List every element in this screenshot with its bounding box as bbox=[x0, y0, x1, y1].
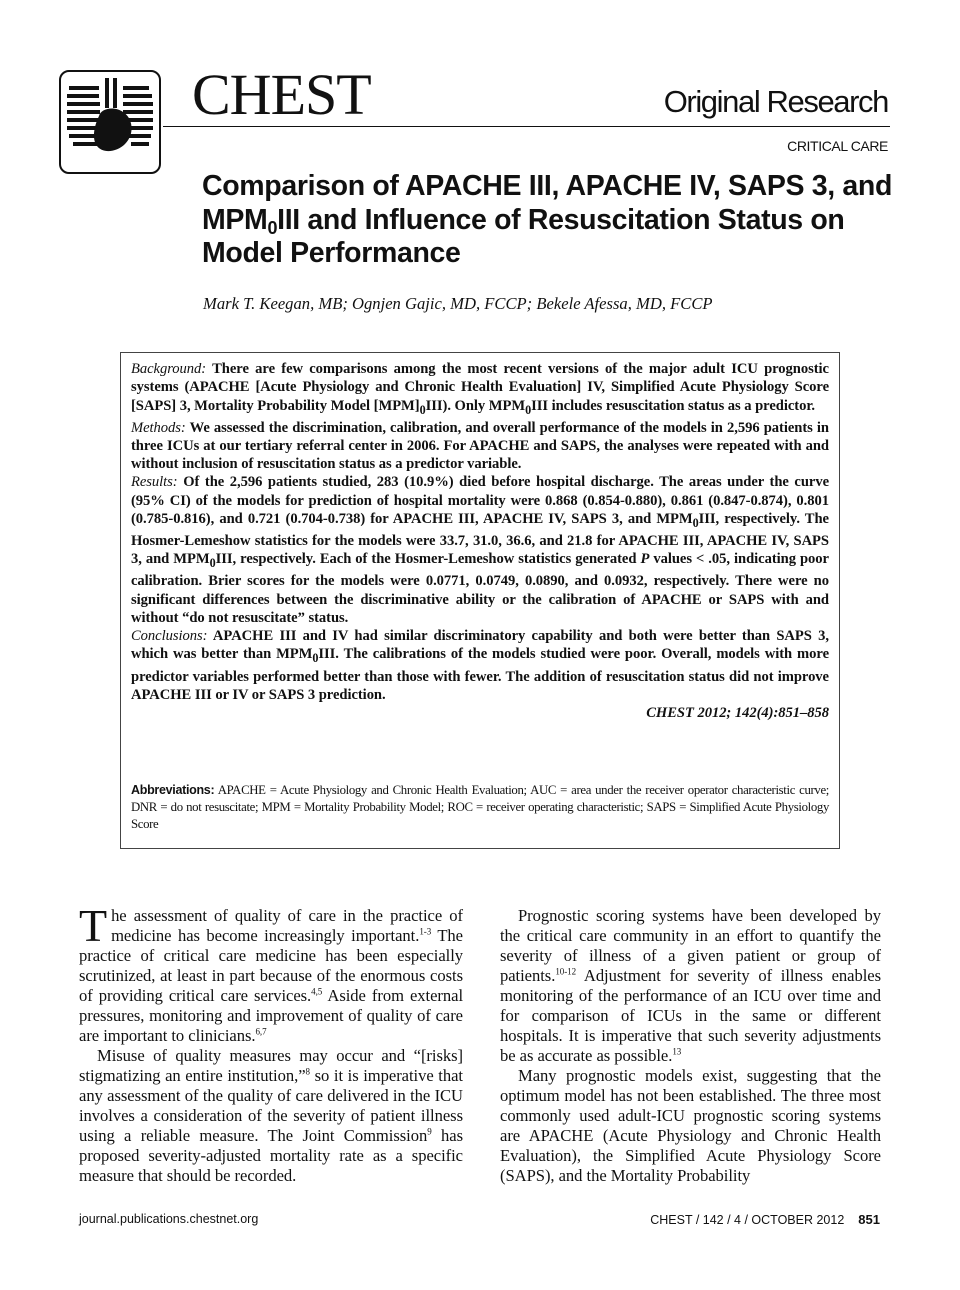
section-label: Original Research bbox=[663, 84, 888, 119]
abbreviations-heading: Abbreviations: bbox=[131, 783, 215, 797]
journal-url[interactable]: journal.publications.chestnet.org bbox=[79, 1212, 259, 1226]
issue-info bbox=[650, 1212, 880, 1227]
issue-label: CHEST / 142 / 4 / OCTOBER 2012 bbox=[650, 1213, 845, 1227]
reference: 6,7 bbox=[255, 1026, 267, 1037]
reference: 9 bbox=[427, 1126, 432, 1137]
abstract-methods: Methods: We assessed the discrimination, calibration, and overall performance of the models in 2,596 patients in three ICUs at our tertiary referral center in 2006. For APACHE and SAPS, the analyses were repeated with and without inclusion of resuscitation status as a predictor variable. bbox=[131, 419, 829, 473]
paragraph: The assessment of quality of care in the practice of medicine has become increasingly important.$^{1-3}$ The practice of critical care medicine has been especially scrutinized, at least in part because of the enormous costs of providing critical care services.$^{4,5}$ Aside from external pressures, monitoring and improvement of quality of care are important to clinicians.$^{6,7}$ bbox=[79, 900, 463, 1045]
header-rule bbox=[163, 126, 890, 127]
category-label: CRITICAL CARE bbox=[787, 138, 888, 154]
body-column-right bbox=[500, 906, 881, 1186]
background-heading: Background: bbox=[131, 361, 207, 377]
title-subscript: 0 bbox=[267, 217, 278, 238]
reference: 4,5 bbox=[311, 986, 323, 997]
drop-cap: T bbox=[79, 900, 108, 951]
reference: 8 bbox=[305, 1066, 310, 1077]
results-heading: Results: bbox=[131, 474, 178, 491]
reference: 13 bbox=[672, 1046, 682, 1057]
reference: 1-3 bbox=[419, 926, 432, 937]
methods-heading: Methods: bbox=[131, 419, 186, 436]
abbreviations: Abbreviations: APACHE = Acute Physiology and Chronic Health Evaluation; AUC = area under the receiver operator characteristic curve; DNR = do not resuscitate; MPM = Mortality Probability Model; ROC = receiver operating characteristic; SAPS = Simplified Acute Physiology Score bbox=[131, 783, 829, 831]
title-part-2: III and Influence of Resuscitation Status on Model Performance bbox=[202, 203, 845, 269]
conclusions-heading: Conclusions: bbox=[131, 628, 208, 645]
title-part-1: Comparison of APACHE III, APACHE IV, SAPS 3, and MPM bbox=[202, 170, 893, 236]
body-column-left bbox=[79, 900, 463, 1186]
journal-name: CHEST bbox=[192, 62, 371, 127]
chest-journal-logo bbox=[59, 70, 161, 174]
abstract-conclusions: Conclusions: APACHE III and IV had similar discriminatory capability and both were better than SAPS 3, which was better than $MPM_0III$. The calibrations of the models studied were poor. Overall, models with more predictor variables performed better than those with fewer. The addition of resuscitation status did not improve APACHE III or IV or SAPS 3 prediction. bbox=[131, 628, 829, 703]
abstract bbox=[131, 360, 829, 722]
paragraph: Many prognostic models exist, suggesting that the optimum model has not been established. The three most commonly used adult-ICU prognostic scoring systems are APACHE (Acute Physiology and Chronic Health Evaluation), the Simplified Acute Physiology Score (SAPS), and the Mortality Probability bbox=[500, 1066, 881, 1185]
paragraph: Prognostic scoring systems have been developed by the critical care community in an effort to quantify the severity of illness of a given patient or group of patients.$^{10-12}$ Adjustment for severity of illness enables monitoring of the performance of an ICU over time and for comparison of ICUs in the same or different hospitals. It is imperative that such severity adjustments be as accurate as possible.$^{13}$ bbox=[500, 906, 881, 1065]
abstract-background: Background: There are few comparisons among the most recent versions of the major adult ICU prognostic systems (APACHE [Acute Physiology and Chronic Health Evaluation] IV, Simplified Acute Physiology Score [SAPS] 3, Mortality Probability Model $[MPM]_0III$). Only $MPM_0III$ includes resuscitation status as a predictor. bbox=[131, 361, 829, 417]
citation: CHEST 2012; 142(4):851–858 bbox=[646, 705, 829, 722]
abstract-results: Results: Of the 2,596 patients studied, 283 (10.9%) died before hospital discharge. The areas under the curve (95% CI) of the models for prediction of hospital mortality were 0.868 (0.854-0.880), 0.861 (0.847-0.874), 0.801 (0.785-0.816), and 0.721 (0.704-0.738) for APACHE III, APACHE IV, SAPS 3, and $MPM_0III$, respectively. The Hosmer-Lemeshow statistics for the models were 33.7, 31.0, 36.6, and 21.8 for APACHE III, APACHE IV, SAPS 3, and $MPM_0III$, respectively. Each of the Hosmer-Lemeshow statistics generated P values < .05, indicating poor calibration. Brier scores for the models were 0.0771, 0.0749, 0.0890, and 0.0932, respectively. There were no significant differences between the discriminative ability or the calibration of APACHE or SAPS with and without “do not resuscitate” status. bbox=[131, 474, 829, 626]
reference: 10-12 bbox=[555, 966, 577, 977]
author-list: Mark T. Keegan, MB; Ognjen Gajic, MD, FCCP; Bekele Afessa, MD, FCCP bbox=[203, 294, 713, 313]
lungs-heart-icon bbox=[61, 72, 159, 172]
article-title bbox=[202, 170, 902, 271]
paragraph: Misuse of quality measures may occur and “[risks] stigmatizing an entire institution,”$^8$ so it is imperative that any assessment of the quality of care delivered in the ICU involves a consideration of the severity of patient illness using a reliable measure. The Joint Commission$^9$ has proposed severity-adjusted mortality rate as a specific measure that should be recorded. bbox=[79, 1046, 463, 1185]
page-number: 851 bbox=[858, 1212, 880, 1227]
